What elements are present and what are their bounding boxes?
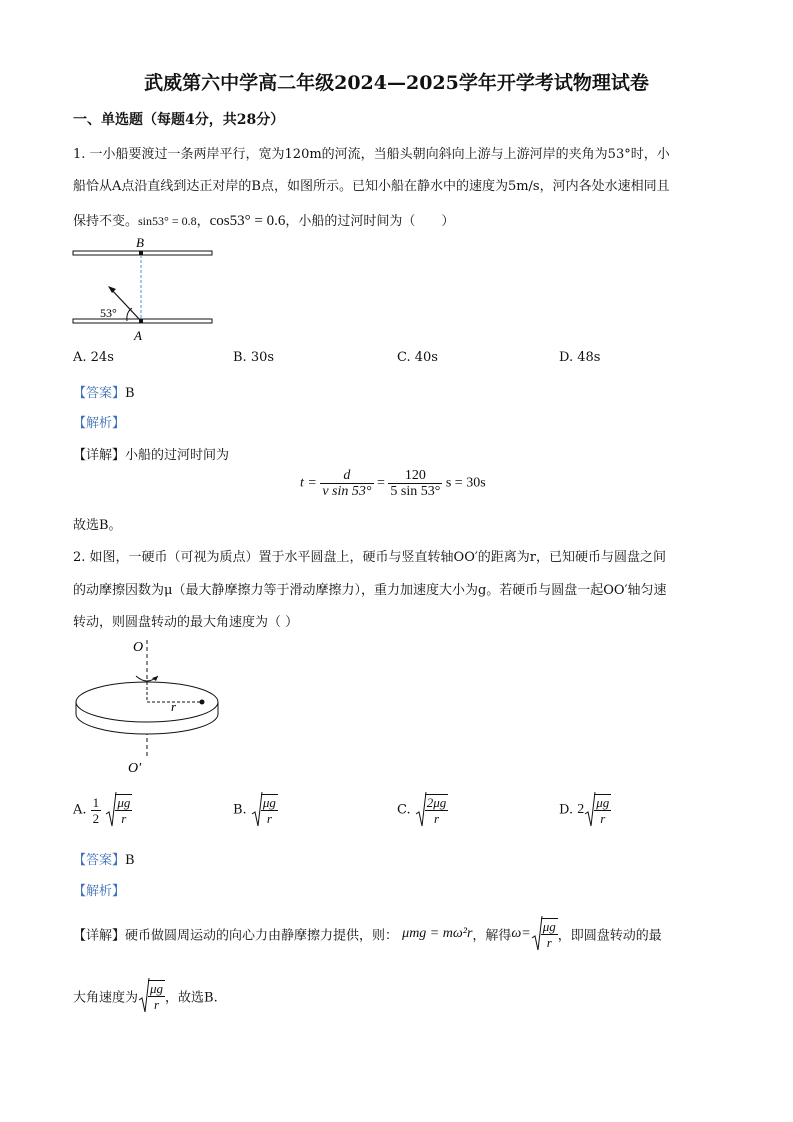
q2-option-b[interactable] xyxy=(233,790,278,830)
q1-fig-angle: 53° xyxy=(100,306,117,320)
q2-option-a-prefix: A. xyxy=(73,802,87,818)
q1-eq-den1: v sin 53° xyxy=(322,484,372,499)
q1-option-c[interactable]: C. 40s xyxy=(397,350,438,365)
q1-answer-tag: 【答案】 xyxy=(73,386,126,401)
q1-fig-label-a: A xyxy=(134,328,142,343)
q2-fig-label-o-prime: O′ xyxy=(128,761,142,776)
q2-answer-tag: 【答案】 xyxy=(73,853,126,868)
q2-last-den: r xyxy=(154,997,160,1012)
q2-option-d-den: r xyxy=(600,811,606,826)
q1-eq-t: t = xyxy=(300,475,317,491)
q2-option-b-num: μg xyxy=(262,795,276,810)
q1-line3-b: ，小船的过河时间为（ ） xyxy=(285,214,455,229)
q2-last-a: 大角速度为 xyxy=(73,990,139,1006)
q2-option-a-coef-den: 2 xyxy=(92,810,100,826)
q2-detail-den: r xyxy=(546,935,552,950)
q1-line3-a: 保持不变。 xyxy=(73,214,139,229)
q1-eq-den2: 5 sin 53° xyxy=(390,484,441,499)
q1-cos: cos53° = 0.6 xyxy=(209,213,286,229)
q2-detail-eq: μmg = mω²r xyxy=(402,926,473,941)
q1-option-a[interactable]: A. 24s xyxy=(73,350,114,365)
q1-line2: 船恰从A点沿直线到达正对岸的B点，如图所示。已知小船在静水中的速度为5m/s，河内各处水速相同且 xyxy=(73,179,670,194)
q2-line3: 转动，则圆盘转动的最大角速度为（ ） xyxy=(73,615,299,630)
q2-option-d-coef: 2 xyxy=(577,802,585,817)
q2-option-d-prefix: D. xyxy=(559,802,574,818)
q2-option-c-den: r xyxy=(434,811,440,826)
q2-option-d-num: μg xyxy=(596,795,610,810)
q2-detail-num: μg xyxy=(542,919,556,934)
q2-option-a[interactable] xyxy=(73,790,132,830)
q1-eq-num2: 120 xyxy=(388,468,442,484)
q2-option-a-coef-num: 1 xyxy=(92,794,100,810)
q1-eq-eq: = xyxy=(377,475,385,491)
q2-option-b-den: r xyxy=(266,811,272,826)
q2-detail xyxy=(73,914,662,954)
q1-river-figure xyxy=(70,236,220,346)
q1-eq-num1: d xyxy=(320,468,373,484)
q2-line2: 的动摩擦因数为μ（最大静摩擦力等于滑动摩擦力），重力加速度大小为g。若硬币与圆盘一起OO′轴匀速 xyxy=(73,583,667,598)
q2-option-a-num: μg xyxy=(117,795,131,810)
q2-fig-label-r: r xyxy=(171,699,177,714)
page-title: 武威第六中学高二年级2024—2025学年开学考试物理试卷 xyxy=(144,72,649,94)
q1-detail-text: 小船的过河时间为 xyxy=(125,448,230,463)
q2-line1: 2. 如图，一硬币（可视为质点）置于水平圆盘上，硬币与竖直转轴OO′的距离为r，已知硬币与圆盘之间 xyxy=(73,550,667,565)
q1-sin: sin53° = 0.8 xyxy=(138,214,197,228)
q2-fig-label-o: O xyxy=(133,640,144,655)
q1-eq-result: s = 30s xyxy=(445,475,486,491)
q1-detail xyxy=(73,444,229,463)
q1-option-d[interactable]: D. 48s xyxy=(559,350,601,365)
q2-option-a-den: r xyxy=(121,811,127,826)
q2-disk-figure xyxy=(72,636,232,776)
q1-line1: 1. 一小船要渡过一条两岸平行，宽为120m的河流，当船头朝向斜向上游与上游河岸的夹角为53°时，小 xyxy=(73,147,670,162)
q2-answer-value: B xyxy=(125,853,135,868)
q2-detail-omega: ω= xyxy=(511,926,531,941)
q2-detail-a: 硬币做圆周运动的向心力由静摩擦力提供，则： xyxy=(125,928,399,944)
q2-option-c-num: 2μg xyxy=(426,795,447,810)
q2-answer xyxy=(73,849,135,868)
q1-option-b[interactable]: B. 30s xyxy=(233,350,275,365)
q1-equation xyxy=(300,468,486,499)
q1-conclusion: 故选B。 xyxy=(73,518,122,533)
q2-last-num: μg xyxy=(150,981,164,996)
q2-detail-tag: 【详解】 xyxy=(73,928,126,944)
q2-option-b-prefix: B. xyxy=(233,802,247,818)
q2-option-c-prefix: C. xyxy=(397,802,411,818)
q2-last-b: ，故选B. xyxy=(165,990,218,1006)
q2-analysis-tag: 【解析】 xyxy=(73,884,126,899)
q1-answer xyxy=(73,382,135,401)
q1-answer-value: B xyxy=(125,386,135,401)
q2-detail-c: ，即圆盘转动的最 xyxy=(557,928,662,944)
q1-detail-tag: 【详解】 xyxy=(73,448,126,463)
q2-detail-b: ，解得 xyxy=(472,928,512,944)
q2-option-c[interactable] xyxy=(397,790,448,830)
q1-line3: 保持不变。sin53° = 0.8，cos53° = 0.6，小船的过河时间为（ ） xyxy=(73,213,455,229)
section-heading: 一、单选题（每题4分，共28分） xyxy=(73,112,285,128)
q1-fig-label-b: B xyxy=(136,236,144,250)
q1-analysis-tag: 【解析】 xyxy=(73,416,126,431)
q2-option-d[interactable] xyxy=(559,790,611,830)
q2-last-line xyxy=(73,976,218,1016)
